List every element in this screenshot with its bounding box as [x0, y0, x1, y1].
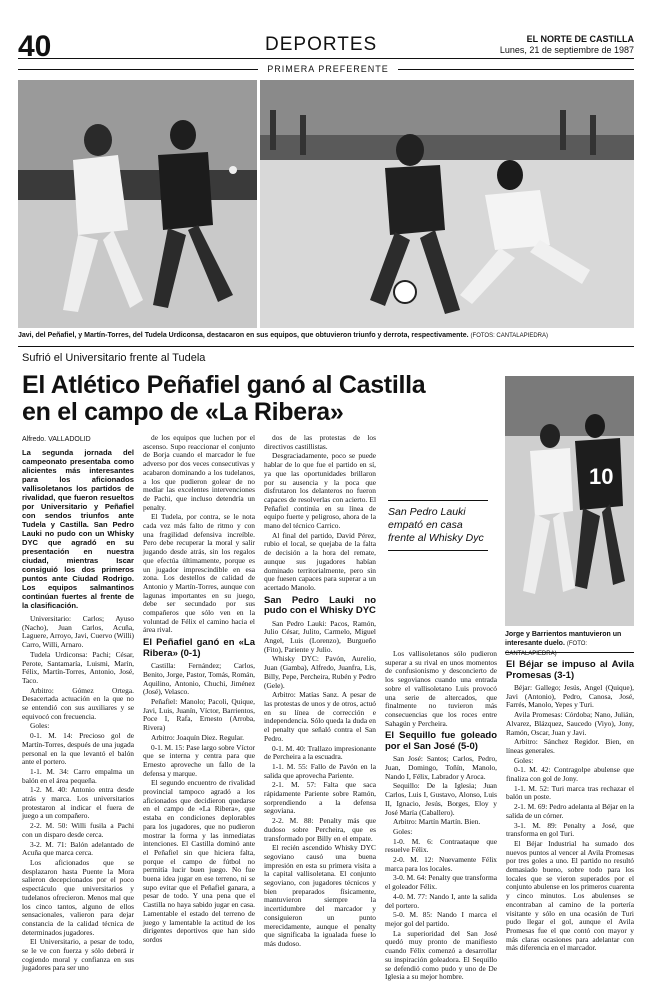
column-3 [264, 434, 376, 968]
paragraph: 1-1. M. 34: Carro empalma un balón en el área pequeña. [22, 766, 134, 785]
paragraph: 2-1. M. 57: Falta que saca rápidamente Pariente sobre Ramón, sorprendiendo a la defensa segoviana. [264, 780, 376, 816]
paragraph: El Universitario, a pesar de todo, se le ve con fuerza y sólo deberá ir cogiendo moral y confianza en sus jugadores para ser uno [22, 937, 134, 973]
paragraph: Los aficionados que se desplazaron hasta Puente la Mora salieron decepcionados por el poco espectáculo que universitarios y tudelanos ofrecieron. Menos mal que los cinco tantos, alguno de ellos sensacionales, valieron para dejar constancia de la calidad técnica de determinados jugadores. [22, 857, 134, 937]
top-photo-caption [18, 331, 634, 341]
paragraph: 1-0. M. 6: Contraataque que resuelve Félix. [385, 836, 497, 855]
column-4 [385, 649, 497, 982]
paragraph: El Tudela, por contra, se le nota cada vez más falto de ritmo y con una fragilidad defensiva increíble. Pero debe recuperar la moral y salir jugando desde atrás, sin los regalos que efectúa últimamente, porque es un jugador imprescindible en esa zona. Los destellos de calidad de Antonio y Martín-Torres, aunque con lagunas importantes en su juego, debe ser secundado por sus compañeros que sólo ven en la voluntad de Félix el camino hacia el área rival. [143, 512, 255, 635]
side-photo-credit: (FOTO: CANTALAPIEDRA) [505, 641, 588, 657]
paragraph: 3-1. M. 89: Penalty a José, que transforma en gol Turi. [506, 820, 634, 839]
paragraph: Sequillo: De la Iglesia; Juan Carlos, Luis I, Gustavo, Alonso, Luis II, Ignacio, Jesús, Borges, Eloy y José María (Caballero). [385, 781, 497, 817]
paragraph: 1-2. M. 40: Antonio entra desde atrás y marca. Los universitarios protestaron al indicar el fuera de juego a un compañero. [22, 785, 134, 821]
paragraph: Whisky DYC: Pavón, Aurelio, Juan (Gamba), Alfredo, Juanfra, Lis, Billy, Pepe, Percheira, Rubén y Pedro (Gele). [264, 654, 376, 690]
paragraph: Arbitro: Matías Sanz. A pesar de las protestas de unos y de otros, actuó en su línea de corrección e independencia. Sólo queda la duda en el penalty que señaló contra el San Pedro. [264, 690, 376, 743]
paragraph: Arbitro: Sánchez Regidor. Bien, en líneas generales. [506, 737, 634, 755]
photo-left-image [18, 80, 257, 328]
paragraph: 2-0. M. 12: Nuevamente Félix marca para los locales. [385, 855, 497, 873]
subsection-label: PRIMERA PREFERENTE [258, 64, 398, 74]
newspaper-name: EL NORTE DE CASTILLA [526, 34, 634, 44]
headline-line-1: El Atlético Peñafiel ganó al Castilla [22, 371, 426, 399]
subheading-sequillo: El Sequillo fue goleado por el San José (5-0) [385, 730, 497, 752]
paragraph: 5-0. M. 85: Nando I marca el mejor gol del partido. [385, 910, 497, 928]
byline: Alfredo. VALLADOLID [22, 436, 91, 443]
paragraph: 1-1. M. 55: Fallo de Pavón en la salida que aprovecha Pariente. [264, 761, 376, 780]
paragraph: 2-2. M. 50: Willi fusila a Pachi con un disparo desde cerca. [22, 821, 134, 839]
page-number: 40 [18, 30, 52, 63]
paragraph: Desgraciadamente, poco se puede hablar de lo que fue el partido en sí, ya que las oportunidades brillaron por su ausencia y la poca que disfrutaron los delanteros no fueron capaces de resolverlas con acierto. El Peñafiel continúa en su línea de equipo fuerte y peligroso, ahora de la mano del técnico Carrico. [264, 451, 376, 531]
pull-quote-text: San Pedro Lauki empató en casa frente al Whisky Dyc [388, 506, 484, 544]
paragraph: Castilla: Fernández; Carlos, Benito, Jorge, Pastor, Tomás, Román, Aquilino, Antonio, Chuchi, Jiménez (José), Velasco. [143, 661, 255, 697]
paragraph: Arbitro: Gómez Ortega. Desacertada actuación en la que no se entendió con sus auxiliares y se equivocó con frecuencia. [22, 685, 134, 721]
paragraph: 0-1. M. 15: Pase largo sobre Víctor que se interna y centra para que Ernesto aproveche un fallo de la defensa y marque. [143, 742, 256, 778]
paragraph: Arbitro: Martín Martín. Bien. [393, 817, 481, 827]
issue-date: Lunes, 21 de septiembre de 1987 [499, 45, 634, 55]
paragraph: 2-1. M. 69: Pedro adelanta al Béjar en la salida de un córner. [506, 802, 634, 820]
paragraph: dos de las protestas de los directivos castillistas. [264, 433, 376, 451]
paragraph: 2-2. M. 88: Penalty más que dudoso sobre Percheira, que es transformado por Billy en el empate. [264, 816, 376, 843]
caption-rule [18, 346, 634, 347]
paragraph: 4-0. M. 77: Nando I, ante la salida del portero. [385, 891, 497, 910]
top-photo-credit: (FOTOS: CANTALAPIEDRA) [470, 333, 548, 339]
paragraph: 3-0. M. 64: Penalty que transforma el goleador Félix. [385, 873, 497, 892]
lead-text: La segunda jornada del campeonato presentaba como alicientes más interesantes para los aficionados vallisoletanos los partidos de rivalidad, que fueron resueltos por Universitario y Peñafiel con sendos triunfos ante Tudela y Castilla. San Pedro Lauki no pudo con un Whisky DYC que agradó en su presentación en nuestra ciudad, mientras Iscar consiguió los dos primeros puntos ante Ciudad Rodrigo. Los equipos salmantinos continúan fuertes al frente de la clasificación. [22, 448, 134, 610]
subheading-san-pedro: San Pedro Lauki no pudo con el Whisky DYC [264, 594, 376, 617]
headline-line-2: en el campo de «La Ribera» [22, 398, 344, 426]
paragraph: Goles: [514, 755, 534, 765]
subheading-penafiel: El Peñafiel ganó en «La Ribera» (0-1) [143, 637, 255, 659]
paragraph: El recién ascendido Whisky DYC segoviano causó una buena impresión en esta su primera visita a la capital vallisoletana. El conjunto segoviano, con jugadores técnicos y bien preparados físicamente, mantuvieron siempre la incertidumbre del marcador y consiguieron un punto merecidamente, aunque el penalty que significaba la igualada fuese lo más dudoso. [264, 843, 376, 948]
header-rule [18, 58, 634, 59]
side-photo [505, 376, 634, 626]
photo-right [260, 80, 634, 328]
column-1 [22, 448, 134, 973]
photo-right-image [260, 80, 634, 328]
paragraph: 3-2. M. 71: Balón adelantado de Acuña que marca cerca. [22, 839, 134, 858]
paragraph: Avila Promesas: Córdoba; Nano, Julián, Alvarez, Blázquez, Saucedo (Viyo), Jony, Ramón, Oscar, Juan y Javi. [506, 710, 634, 737]
paragraph: Béjar: Gallego; Jesús, Angel (Quique), Javi (Antonio), Pedro, Canosa, José, Farrés, Manolo, Yepes y Turi. [506, 683, 634, 710]
article-lead [22, 448, 134, 610]
side-photo-image [505, 376, 634, 626]
paragraph: El Béjar Industrial ha sumado dos nuevos puntos al vencer al Avila Promesas por tres goles a uno. El partido no resultó demasiado bueno, sobre todo para los locales que se vieron superados por el conjunto abulense en los primeros cuarenta y cinco minutos. Los abulenses se encontraban al camino de la portería visitante y sólo en una ocasión de Turi pudo llegar el gol, aunque el Avila Promesas fue el que contó con mayor y más claras ocasiones para adelantar con más diferencia en el marcador. [506, 838, 634, 953]
bejar-headline: El Béjar se impuso al Avila Promesas (3-1) [506, 659, 634, 681]
article-bejar [506, 660, 634, 968]
photo-left [18, 80, 257, 328]
article-kicker: Sufrió el Universitario frente al Tudela [22, 352, 206, 364]
paragraph: Tudela Urdiconsa: Pachi; César, Perote, Santamaría, Luismi, Marín, Félix, Martín-Torres, Antonio, José, Taco. [22, 649, 134, 685]
paragraph: de los equipos que luchen por el ascenso. Supo reaccionar el conjunto de Borja cuando el marcador le fue adverso por dos veces consecutivas y acabaron dominando a los tudelanos, a los que pudieron golear de no mediar las excelentes intervenciones de Pachi, que incluso detendría un penalty. [143, 433, 255, 512]
paragraph: Goles: [393, 826, 413, 836]
pull-quote [388, 500, 488, 551]
side-photo-caption-text: Jorge y Barrientos mantuvieron un interesante duelo. [505, 631, 622, 647]
paragraph: San Pedro Lauki: Pacos, Ramón, Julio César, Julito, Carmelo, Miguel Angel, Luis (Lorenzo), Burgueño (Fito), Pariente y Julio. [264, 618, 376, 654]
paragraph: Al final del partido, David Pérez, rubio el local, se quejaba de la falta de decisión a la hora del remate, aunque sus jugadores habían dominado territorialmente, pero sin que fuesen capaces para superar a un acertado Manolo. [264, 530, 376, 592]
paragraph: Universitario: Carlos; Ayuso (Nacho), Juan Carlos, Acuña, Laguere, Arroyo, Javi, Cuervo (Willi) Carro, Willi, Arnaro. [22, 614, 134, 650]
column-2 [143, 434, 255, 968]
paragraph: 1-1. M. 52: Turi marca tras rechazar el balón un poste. [506, 783, 634, 802]
paragraph: Goles: [30, 721, 50, 731]
paragraph: Los vallisoletanos sólo pudieron superar a su rival en unos momentos de confusionismo y desconcierto de los segovianos cuando una entrada sobre el vallisoletano Luis provocó una serie de altercados, que finalmente no tuvieron más consecuencias que los roces entre Sahagún y Percheira. [385, 649, 497, 728]
side-photo-caption [505, 630, 634, 659]
paragraph: 0-1. M. 14: Precioso gol de Martín-Torres, después de una jugada personal en la que levantó el balón ante el portero. [22, 731, 134, 767]
top-photo-caption-text: Javi, del Peñafiel, y Martín-Torres, del Tudela Urdiconsa, destacaron en sus equipos, que obtuvieron triunfo y derrota, respectivamente. [18, 332, 469, 339]
paragraph: 0-1. M. 40: Trallazo impresionante de Percheira a la escuadra. [264, 743, 376, 762]
section-title: DEPORTES [265, 34, 378, 55]
side-rule [505, 652, 634, 653]
paragraph: La superioridad del San José quedó muy pronto de manifiesto cuando Félix comenzó a desarrollar su inspiración goleadora. El Sequillo se defendió como pudo y uno de De Iglesia a su mejor hombre. [385, 928, 497, 982]
paragraph: 0-1. M. 42: Contragolpe abulense que finaliza con gol de Jony. [506, 765, 634, 784]
paragraph: Peñafiel: Manolo; Pacoli, Quique, Javi, Luis, Juanín, Víctor, Barrientos, Poce I, Rafa, Ernesto (Arroba, Rivera) [143, 696, 255, 733]
paragraph: San José: Santos; Carlos, Pedro, Juan, Domingo, Toñín, Manolo, Nando I, Félix, Labrador y Aroca. [385, 754, 497, 781]
paragraph: Arbitro: Joaquín Diez. Regular. [151, 732, 244, 742]
paragraph: El segundo encuentro de rivalidad provincial tampoco agradó a los aficionados que decidieron quedarse en el campo de «La Ribera», que estaba en condiciones deplorables para los jugadores, que no pudieron mostrar la forma y las inmediatas intenciones. El Castilla dominó ante el Peñafiel sin que hiciera falta, porque el campo de fútbol no permitía lucir buen juego. No fue buena idea jugar en ese terreno, ni se supo evitar que el Peñafiel ganara, a pesar de todo. Y una pena que el Castilla no haya sabido jugar en casa. Lamentable el estado del terreno de juego y lamentable la actitud de los dirigentes deportivos que han sido sordos [143, 778, 255, 944]
jersey-number: 10 [589, 464, 614, 489]
